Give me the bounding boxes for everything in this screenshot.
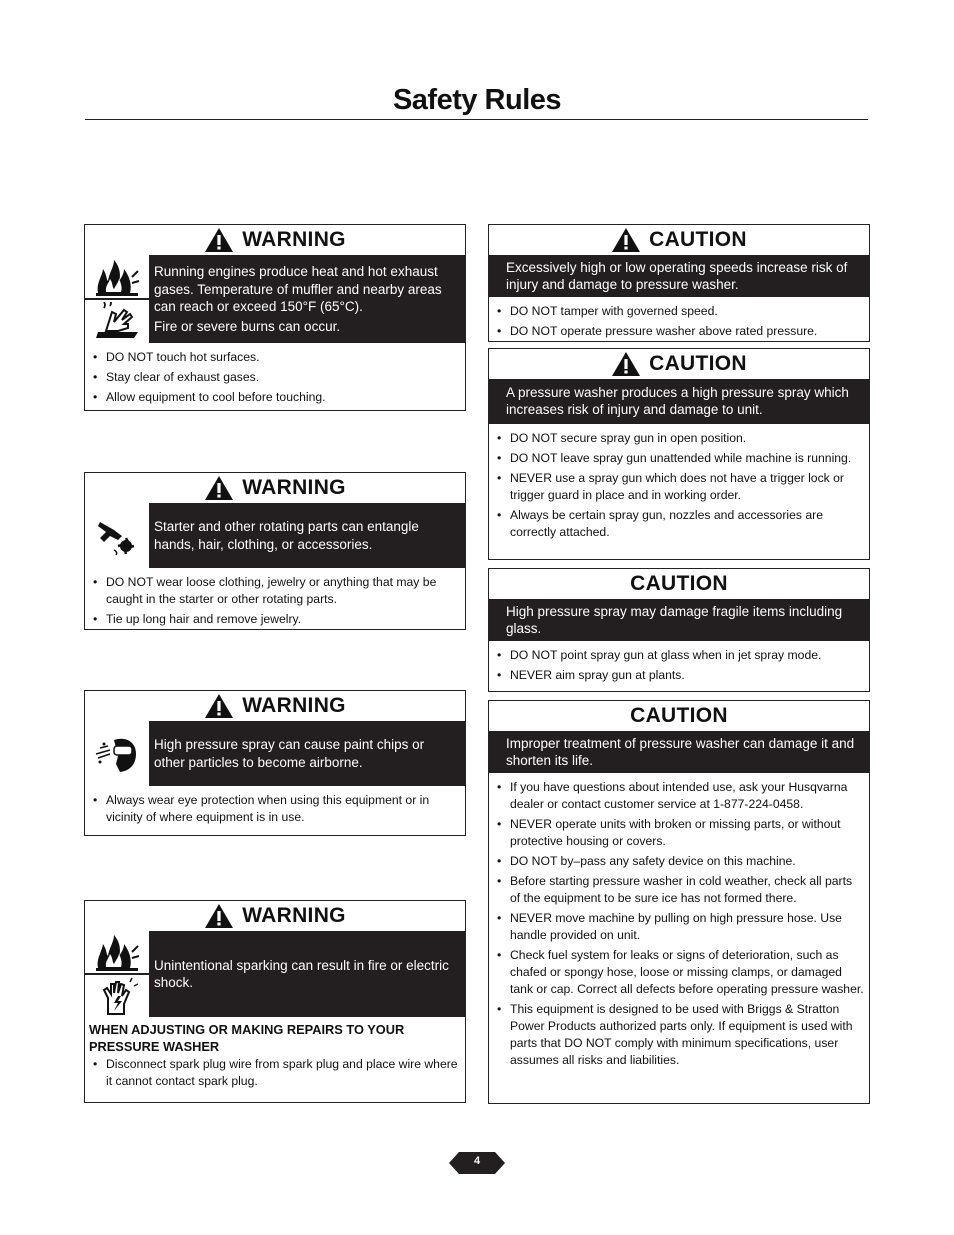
page-title: Safety Rules: [392, 84, 562, 116]
entanglement-icon: [94, 516, 140, 556]
list-item: • Allow equipment to cool before touching.: [89, 389, 461, 406]
list-item: • NEVER use a spray gun which does not have a trigger lock or trigger guard in place and in working order.: [493, 470, 865, 504]
hazard-text: High pressure spray can cause paint chips or other particles to become airborne.: [154, 737, 425, 770]
caution-band: High pressure spray may damage fragile items including glass.: [489, 599, 869, 641]
list-item: • DO NOT by–pass any safety device on this machine.: [493, 853, 865, 870]
alert-triangle-icon: [204, 227, 234, 253]
list-item: • DO NOT wear loose clothing, jewelry or anything that may be caught in the starter or other rotating parts.: [89, 574, 461, 608]
warning-heading: WARNING: [85, 473, 465, 503]
precaution-list: [489, 641, 869, 690]
warning-heading: WARNING: [85, 901, 465, 931]
precaution-list: [489, 424, 869, 547]
caution-heading: CAUTION: [489, 349, 869, 379]
electric-shock-icon: [94, 976, 140, 1016]
eye-protection-icon: [94, 734, 140, 774]
hazard-panel: [85, 931, 465, 1017]
precaution-list: [85, 786, 465, 832]
hot-surface-icon: [94, 302, 140, 342]
caution-operating-speed: [488, 224, 870, 342]
hazard-text: Unintentional sparking can result in fire or electric shock.: [154, 957, 449, 990]
warning-flying-particles: [84, 690, 466, 836]
caution-high-pressure-spray: [488, 348, 870, 560]
list-item: • This equipment is designed to be used with Briggs & Stratton Power Products authorized parts only. If equipment is used with parts that DO NOT comply with minimum specifications, user assumes all risks and liabilities.: [493, 1001, 865, 1069]
alert-triangle-icon: [611, 227, 641, 253]
alert-triangle-icon: [204, 475, 234, 501]
alert-triangle-icon: [204, 693, 234, 719]
precaution-list: [489, 773, 869, 1075]
hazard-text: Fire or severe burns can occur.: [154, 318, 341, 334]
caution-heading: CAUTION: [630, 572, 728, 595]
list-item: • DO NOT tamper with governed speed.: [493, 303, 865, 320]
hazard-panel: [85, 255, 465, 343]
fire-icon: [94, 257, 140, 297]
precaution-list: [85, 343, 465, 412]
list-item: • DO NOT secure spray gun in open position.: [493, 430, 865, 447]
hazard-panel: [85, 721, 465, 786]
caution-band: Excessively high or low operating speeds increase risk of injury and damage to pressure washer.: [489, 255, 869, 297]
precaution-list: [489, 297, 869, 346]
hazard-text: Starter and other rotating parts can entangle hands, hair, clothing, or accessories.: [154, 519, 419, 552]
list-item: • Check fuel system for leaks or signs of deterioration, such as chafed or spongy hose, loose or missing clamps, or damaged tank or cap. Correct all defects before operating pressure washer.: [493, 947, 865, 998]
title-divider: [85, 119, 868, 120]
page-number-badge: [449, 1151, 505, 1175]
list-item: • Always wear eye protection when using this equipment or in vicinity of where equipment is in use.: [89, 792, 461, 826]
caution-heading: CAUTION: [489, 225, 869, 255]
hazard-text: Running engines produce heat and hot exhaust gases. Temperature of muffler and nearby areas can reach or exceed 150°F (65°C).: [154, 264, 442, 314]
repair-subheading: WHEN ADJUSTING OR MAKING REPAIRS TO YOUR PRESSURE WASHER: [89, 1022, 405, 1054]
page-number: 4: [473, 1155, 481, 1167]
list-item: • DO NOT point spray gun at glass when in jet spray mode.: [493, 647, 865, 664]
caution-improper-treatment: [488, 700, 870, 1104]
alert-triangle-icon: [204, 903, 234, 929]
caution-band: Improper treatment of pressure washer can damage it and shorten its life.: [489, 731, 869, 773]
list-item: • Always be certain spray gun, nozzles and accessories are correctly attached.: [493, 507, 865, 541]
list-item: • DO NOT touch hot surfaces.: [89, 349, 461, 366]
list-item: • If you have questions about intended use, ask your Husqvarna dealer or contact customer service at 1-877-224-0458.: [493, 779, 865, 813]
warning-heading: WARNING: [85, 225, 465, 255]
list-item: • DO NOT operate pressure washer above rated pressure.: [493, 323, 865, 340]
list-item: • DO NOT leave spray gun unattended while machine is running.: [493, 450, 865, 467]
caution-heading: CAUTION: [630, 704, 728, 727]
precaution-list: [85, 1055, 465, 1096]
hazard-panel: [85, 503, 465, 568]
fire-icon: [94, 932, 140, 972]
list-item: • NEVER operate units with broken or missing parts, or without protective housing or covers.: [493, 816, 865, 850]
list-item: • Stay clear of exhaust gases.: [89, 369, 461, 386]
alert-triangle-icon: [611, 351, 641, 377]
list-item: • Disconnect spark plug wire from spark plug and place wire where it cannot contact spark plug.: [89, 1056, 461, 1090]
warning-heading: WARNING: [85, 691, 465, 721]
warning-entanglement: [84, 472, 466, 630]
list-item: • Tie up long hair and remove jewelry.: [89, 611, 461, 628]
warning-sparking: [84, 900, 466, 1103]
caution-band: A pressure washer produces a high pressure spray which increases risk of injury and damage to unit.: [489, 379, 869, 424]
warning-hot-surfaces: [84, 224, 466, 411]
caution-fragile-items: [488, 568, 870, 692]
list-item: • NEVER move machine by pulling on high pressure hose. Use handle provided on unit.: [493, 910, 865, 944]
list-item: • NEVER aim spray gun at plants.: [493, 667, 865, 684]
list-item: • Before starting pressure washer in cold weather, check all parts of the equipment to be sure ice has not formed there.: [493, 873, 865, 907]
precaution-list: [85, 568, 465, 634]
